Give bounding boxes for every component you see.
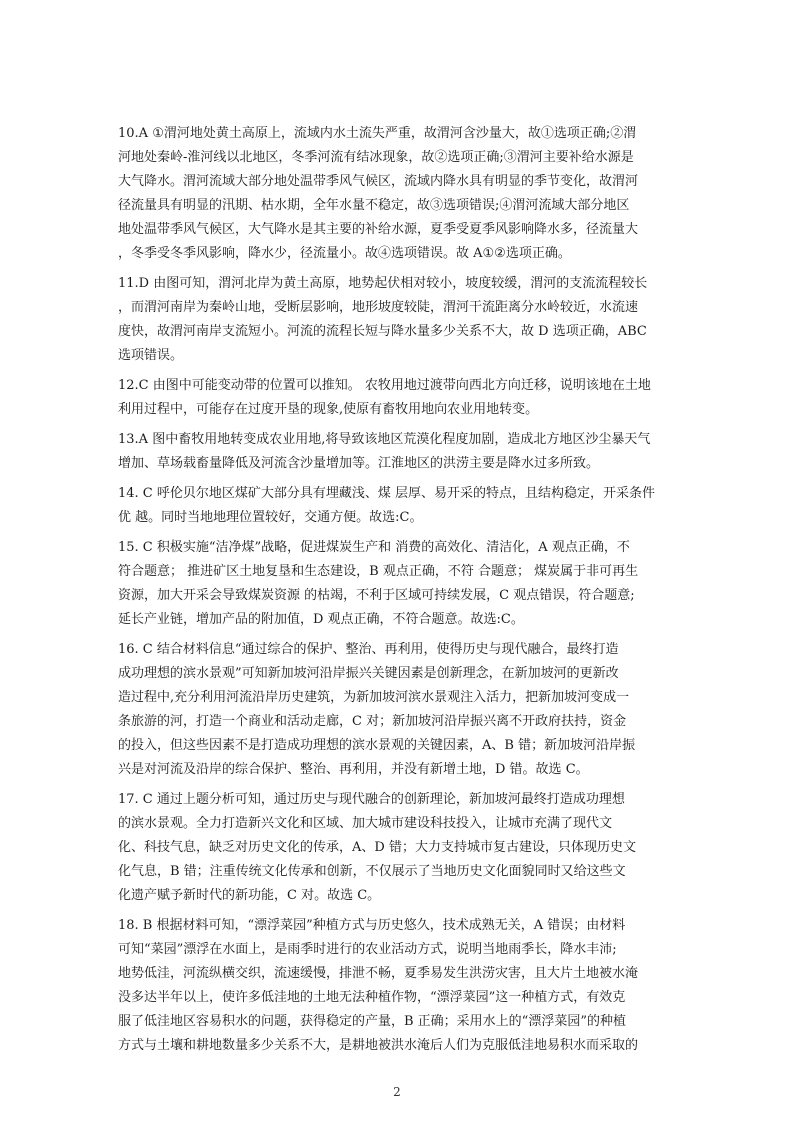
text-line: 利用过程中，可能存在过度开垦的现象,使原有畜牧用地向农业用地转变。	[118, 402, 539, 417]
text-line: 可知“菜园”漂浮在水面上，是雨季时进行的农业活动方式，说明当地雨季长，降水丰沛;	[118, 942, 617, 957]
text-line: ，冬季受冬季风影响，降水少，径流量小。故④选项错误。故 A①②选项正确。	[118, 246, 571, 261]
text-line: 14. C 呼伦贝尔地区煤矿大部分具有埋藏浅、煤 层厚、易开采的特点，且结构稳定，开采条件	[118, 486, 656, 501]
text-line: 河地处秦岭-淮河线以北地区，冬季河流有结冰现象，故②选项正确;③渭河主要补给水源是	[118, 150, 634, 165]
text-line: 度快，故渭河南岸支流短小。河流的流程长短与降水量多少关系不大，故 D 选项正确，ABC	[118, 324, 647, 339]
text-line: 兴是对河流及沿岸的综合保护、整治、再利用，并没有新增土地，D 错。故选 C。	[118, 762, 589, 777]
answer-paragraph	[118, 482, 678, 530]
answer-paragraph	[118, 122, 678, 266]
text-line: ，而渭河南岸为秦岭山地，受断层影响，地形坡度较陡，渭河干流距离分水岭较近，水流速	[118, 300, 639, 315]
text-line: 17. C 通过上题分析可知，通过历史与现代融合的创新理论，新加坡河最终打造成功理想	[118, 792, 625, 807]
answer-paragraph	[118, 914, 678, 1058]
answer-explanations	[118, 122, 678, 1064]
text-line: 18. B 根据材料可知，“漂浮菜园”种植方式与历史悠久，技术成熟无关，A 错误；由材料	[118, 918, 626, 933]
text-line: 增加、草场载畜量降低及河流含沙量增加等。江淮地区的洪涝主要是降水过多所致。	[118, 456, 600, 471]
answer-paragraph	[118, 788, 678, 908]
text-line: 径流量具有明显的汛期、枯水期，全年水量不稳定，故③选项错误;④渭河流域大部分地区	[118, 198, 630, 213]
answer-paragraph	[118, 374, 678, 422]
text-line: 造过程中,充分利用河流沿岸历史建筑，为新加坡河滨水景观注入活力，把新加坡河变成一	[118, 690, 630, 705]
text-line: 10.A ①渭河地处黄土高原上，流域内水土流失严重，故渭河含沙量大，故①选项正确;②渭	[118, 126, 637, 141]
text-line: 12.C 由图中可能变动带的位置可以推知。 农牧用地过渡带向西北方向迁移，说明该地在土地	[118, 378, 651, 393]
text-line: 16. C 结合材料信息“通过综合的保护、整治、再利用，使得历史与现代融合，最终打造	[118, 642, 619, 657]
text-line: 优 越。同时当地地理位置较好，交通方便。故选:C。	[118, 510, 423, 525]
text-line: 符合题意； 推进矿区土地复垦和生态建设，B 观点正确，不符 合题意； 煤炭属于非可再生	[118, 564, 639, 579]
text-line: 化气息，B 错；注重传统文化传承和创新，不仅展示了当地历史文化面貌同时又给这些文	[118, 864, 626, 879]
text-line: 11.D 由图可知，渭河北岸为黄土高原，地势起伏相对较小，坡度较缓，渭河的支流流程较长	[118, 276, 648, 291]
text-line: 地势低洼，河流纵横交织，流速缓慢，排泄不畅，夏季易发生洪涝灾害，且大片土地被水淹	[118, 966, 639, 981]
text-line: 延长产业链，增加产品的附加值，D 观点正确，不符合题意。故选:C。	[118, 612, 524, 627]
text-line: 的投入，但这些因素不是打造成功理想的滨水景观的关键因素，A、B 错；新加坡河沿岸振	[118, 738, 636, 753]
text-line: 地处温带季风气候区，大气降水是其主要的补给水源，夏季受夏季风影响降水多，径流量大	[118, 222, 639, 237]
text-line: 的滨水景观。全力打造新兴文化和区域、加大城市建设科技投入，让城市充满了现代文	[118, 816, 613, 831]
text-line: 大气降水。渭河流域大部分地处温带季风气候区，流域内降水具有明显的季节变化，故渭河	[118, 174, 639, 189]
text-line: 资源，加大开采会导致煤炭资源 的枯竭，不利于区域可持续发展，C 观点错误，符合题意;	[118, 588, 635, 603]
text-line: 没多达半年以上，使许多低洼地的土地无法种植作物，“漂浮菜园”这一种植方式，有效克	[118, 990, 626, 1005]
answer-paragraph	[118, 428, 678, 476]
text-line: 化遗产赋予新时代的新功能，C 对。故选 C。	[118, 888, 381, 903]
text-line: 成功理想的滨水景观”可知新加坡河沿岸振兴关键因素是创新理念，在新加坡河的更新改	[118, 666, 619, 681]
answer-paragraph	[118, 272, 678, 368]
text-line: 化、科技气息，缺乏对历史文化的传承，A、D 错；大力支持城市复古建设，只体现历史文	[118, 840, 636, 855]
text-line: 服了低洼地区容易积水的问题，获得稳定的产量，B 正确；采用水上的“漂浮菜园”的种植	[118, 1014, 626, 1029]
answer-paragraph	[118, 536, 678, 632]
text-line: 选项错误。	[118, 348, 184, 363]
text-line: 条旅游的河，打造一个商业和活动走廊，C 对；新加坡河沿岸振兴离不开政府扶持，资金	[118, 714, 627, 729]
text-line: 15. C 积极实施“洁净煤”战略，促进煤炭生产和 消费的高效化、清洁化，A 观点正确，不	[118, 540, 630, 555]
page-number: 2	[393, 1085, 401, 1099]
text-line: 方式与土壤和耕地数量多少关系不大，是耕地被洪水淹后人们为克服低洼地易积水而采取的	[118, 1038, 639, 1053]
text-line: 13.A 图中畜牧用地转变成农业用地,将导致该地区荒漠化程度加剧，造成北方地区沙尘暴天气	[118, 432, 651, 447]
answer-paragraph	[118, 638, 678, 782]
